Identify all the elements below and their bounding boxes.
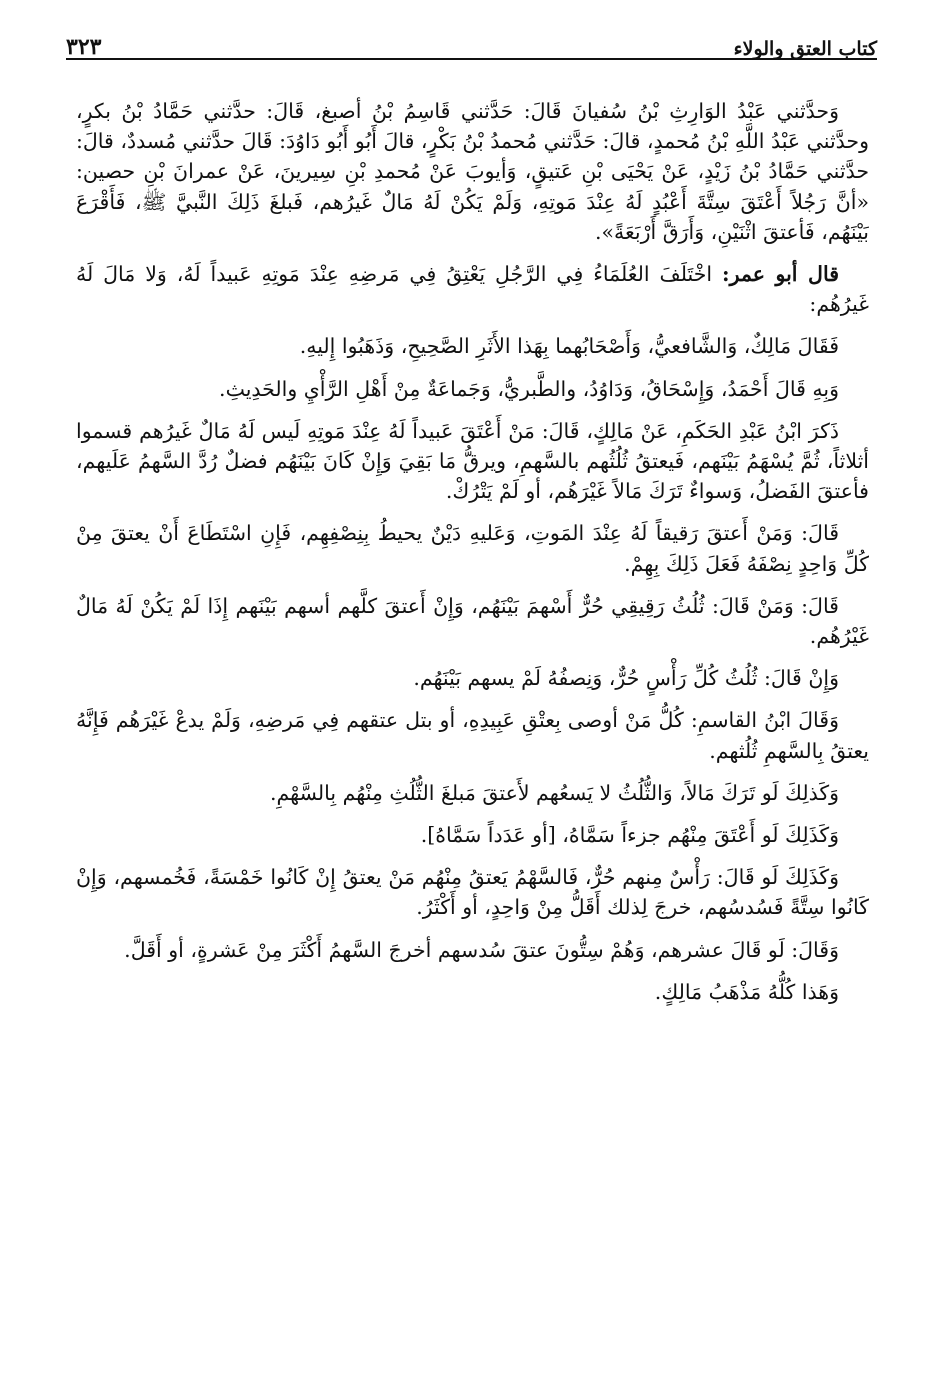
paragraph-text: ذَكرَ ابْنُ عَبْدِ الحَكَمِ، عَنْ مَالِكٍ، قَالَ: مَنْ أَعْتَقَ عَبيداً لَهُ عِنْدَ مَوتِهِ لَيس لَهُ مَالٌ غَيرُهم قسموا أثلاثاً، ثُمَّ يُسْهَمُ بَيْنَهم، فَيعتقُ ثُلُثُهم بالسَّهمِ، ويرقُّ مَا بَقِيَ وَإِنْ كَانَ بَيْنَهُم فضلٌ رُدَّ السَّهمُ عَلَيهم، فأعتقَ الفَضلُ، وَسواءٌ تَرَكَ مَالاً غَيْرَهُم، أو لَمْ يَتْرُكْ. [76, 418, 869, 504]
paragraph [76, 977, 869, 1007]
paragraph-text: وَإِنْ قَالَ: ثُلُثُ كُلِّ رَأْسٍ حُرٌّ، وَنِصفُهُ لَمْ يسهم بَيْنَهُم. [413, 666, 839, 691]
page-number: ٣٢٣ [66, 34, 102, 60]
header-rule [66, 58, 877, 60]
paragraph-text: وَكَذلِكَ لَو تَرَكَ مَالاً، وَالثُّلُثُ لا يَسعُهم لأَعتقَ مَبلغَ الثُّلُثِ مِنْهُم بِالسَّهْمِ. [270, 780, 839, 805]
paragraph [76, 935, 869, 965]
paragraph-lead: قال أبو عمر: [722, 262, 839, 287]
paragraph [76, 374, 869, 404]
paragraph-text: وَكَذَلِكَ لَو أَعْتَقَ مِنْهُم جزءاً سَمَّاهُ، [أو عَدَداً سَمَّاهُ]. [420, 823, 839, 848]
paragraph [76, 705, 869, 765]
paragraph-text: فَقَالَ مَالِكٌ، وَالشَّافعيُّ، وَأَصْحَابُهما بِهَذا الأَثَرِ الصَّحِيحِ، وَذَهَبُوا إِليهِ. [299, 334, 839, 359]
paragraph-text: اخْتَلَفَ العُلَمَاءُ فِي الرَّجُلِ يَعْتِقُ فِي مَرضِهِ عِنْدَ مَوتِهِ عَبيداً لَهُ، وَلا مَالَ لَهُ غَيرُهُم: [76, 262, 869, 317]
paragraph-abu-umar [76, 259, 869, 319]
paragraph [76, 518, 869, 578]
paragraph [76, 862, 869, 922]
paragraph [76, 331, 869, 361]
paragraph [76, 778, 869, 808]
paragraph-text: قَالَ: وَمَنْ أَعتقَ رَقيقاً لَهُ عِنْدَ المَوتِ، وَعَليهِ دَيْنٌ يحيطُ بِنِصْفِهِم، فَإِنِ اسْتَطَاعَ أَنْ يعتقَ مِنْ كُلِّ وَاحِدٍ نِصْفَهُ فَعَلَ ذَلِكَ بِهِمْ. [76, 521, 869, 576]
paragraph-text: وَبِهِ قَالَ أَحْمَدُ، وَإِسْحَاقُ، وَدَاوُدُ، والطَّبريُّ، وَجَماعَةٌ مِنْ أَهْلِ الرَّأْيِ والحَدِيثِ. [219, 376, 839, 401]
paragraph-text: قَالَ: وَمَنْ قَالَ: ثُلُثُ رَقِيقِي حُرٌّ أَسْهمَ بَيْنَهُم، وَإِنْ أَعتقَ كلَّهم أسهم بَيْنَهم إِذَا لَمْ يَكُنْ لَهُ مَالٌ غَيْرُهُم. [76, 593, 869, 649]
paragraph [76, 591, 869, 651]
paragraph-text: وَكَذَلِكَ لَو قَالَ: رَأْسٌ مِنهم حُرٌّ، فَالسَّهْمُ يَعتقُ مِنْهُم مَنْ يعتقُ إِنْ كَانُوا خَمْسَةً، فَخُمسهم، وَإِنْ كَانُوا سِتَّةً فَسُدسُهم، خرجَ لِذلك أَقَلُّ مِنْ وَاحِدٍ، أو أَكْثَرُ. [76, 865, 869, 920]
paragraph-text: وَقَالَ: لَو قَالَ عشرهم، وَهُمْ سِتُّونَ عتقَ سُدسهم أخرجَ السَّهمُ أَكْثَرَ مِنْ عَشرةٍ، أو أَقَلَّ. [124, 937, 839, 962]
paragraph-hadith [76, 96, 869, 247]
book-title: كتاب العتق والولاء [733, 38, 877, 60]
running-header [66, 26, 877, 60]
paragraph [76, 416, 869, 507]
paragraph-text: وَحدَّثني عَبْدُ الوَارِثِ بْنُ سُفيانَ قَالَ: حَدَّثني قَاسِمُ بْنُ أصبغ، قَالَ: حدَّثني حَمَّادُ بْنُ بكرٍ، وحدَّثني عَبْدُ اللَّهِ بْنُ مُحمدٍ، قالَ: حَدَّثني مُحمدُ بْنُ بَكْرٍ، قالَ أَبُو أَبُو دَاوُدَ: قَالَ حدَّثني مُسددٌ، قالَ: حدَّثني حَمَّادُ بْنُ زَيْدٍ، عَنْ يَحْيَى بْنِ عَتيقٍ، وَأيوبَ عَنْ مُحمدِ بْنِ سِيرينَ، عَنْ عمرانَ بْنِ حصين: «أنَّ رَجُلاً أَعْتَقَ سِتَّةَ أَعْبُدٍ لَهُ عِنْدَ مَوتِهِ، وَلَمْ يَكُنْ لَهُ مَالٌ غَيرُهم، فَبلغَ ذَلِكَ النَّبيَّ ﷺ، فَأَقْرَعَ بَيْنَهُم، فَأعتقَ اثْنَيْنِ، وَأَرَقَّ أَرْبَعَةً». [76, 99, 869, 244]
paragraph [76, 663, 869, 693]
page-body [76, 96, 869, 1375]
paragraph-text: وَقَالَ ابْنُ القاسمِ: كُلُّ مَنْ أوصى بِعتْقِ عَبِيدِهِ، أو بتل عتقهم فِي مَرضِهِ، وَلَمْ يدعْ غَيْرَهُم فَإِنَّهُ يعتقُ بِالسَّهمِ ثُلُثهم. [76, 708, 869, 763]
paragraph-text: وَهَذا كُلُّهُ مَذْهَبُ مَالِكٍ. [654, 979, 839, 1004]
paragraph [76, 820, 869, 850]
